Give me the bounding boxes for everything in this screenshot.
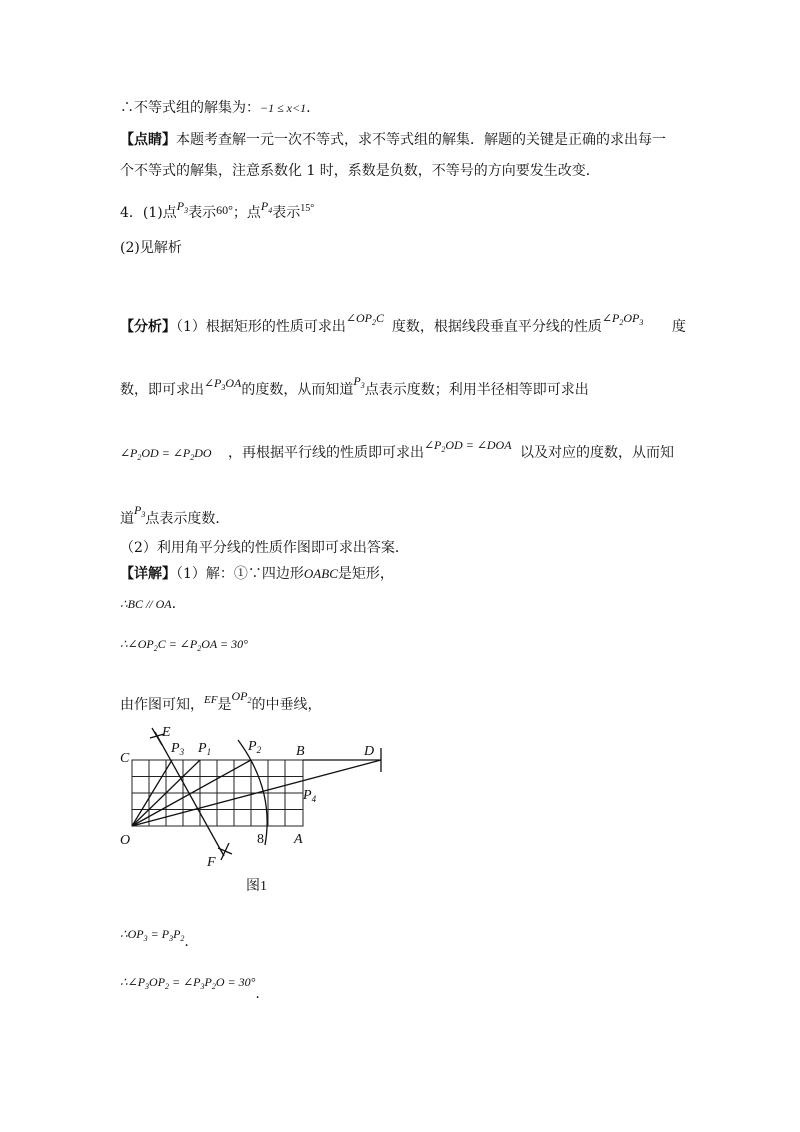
math-sub: 3 [169,934,174,943]
text: 道 [120,511,134,527]
math-shape: OABC [303,566,338,581]
math: OD = ∠P [141,446,191,460]
math: ∠P [120,446,138,460]
math-sub: 3 [200,982,205,991]
label-c: C [120,751,130,766]
math: ∠P [204,376,222,390]
math: ∠P [424,438,442,452]
figure-caption: 图1 [246,879,267,894]
detail-line-5 [120,924,189,952]
math-sub: 2 [165,982,170,991]
math-sub: 3 [639,318,644,327]
label-a: A [294,832,303,847]
math: ∠P [601,311,620,325]
text: 点表示度数． [145,511,230,527]
text: （2）利用角平分线的性质作图即可求出答案． [120,540,409,556]
math: = P [147,927,170,941]
math: OD = ∠DOA [445,438,512,452]
math: ∴OP [120,927,144,941]
math-point: P [353,374,361,388]
text: （1）解：①∵四边形 [176,566,304,582]
label-p1: $P_1$ [198,741,212,757]
math: OP [149,975,166,989]
math: DO [194,446,212,460]
math-point: P [260,199,269,213]
label-p2: $P_2$ [248,739,262,755]
label-d: D [364,744,375,759]
math-sub: 4 [268,206,273,215]
detail-line-2 [120,594,176,614]
math-sub: 3 [184,206,189,215]
analysis-line-4 [120,500,229,529]
math-sub: 3 [141,510,146,519]
geometry-figure [0,715,800,900]
math-sub: 2 [441,445,446,454]
comment-line [120,130,666,150]
text: . [306,100,311,116]
text: 是矩形， [337,566,394,582]
text: ，再根据平行线的性质即可求出 [228,445,424,461]
detail-line-4 [120,686,321,715]
math-sub: 2 [247,696,252,705]
math-point: P [176,199,185,213]
math: P [173,927,181,941]
text: 点表示度数；利用半径相等即可求出 [364,382,589,398]
label-o: O [120,833,131,848]
math-sub: 3 [360,381,365,390]
analysis-line-5 [120,538,409,558]
math-sub: 2 [619,318,624,327]
math: O = 30° [215,975,256,989]
math-sub: 2 [197,644,202,653]
math-point: P [134,503,142,517]
text: 数，即可求出 [120,382,204,398]
math-sub: 2 [371,318,376,327]
text: 个不等式的解集，注意系数化 1 时，系数是负数，不等号的方向要发生改变． [120,163,600,179]
math: ∴BC // OA [120,597,172,611]
math-inequality: −1 ≤ x<1 [260,101,307,115]
label-b: B [296,744,305,759]
detail-tag: 【详解】 [120,566,176,582]
text: 是 [217,697,232,713]
math-sub: 3 [221,383,226,392]
text: ∴不等式组的解集为： [120,100,260,116]
label-f: F [207,855,216,870]
detail-line-3 [120,634,248,659]
label-p3: $P_3$ [171,741,185,757]
text: 由作图可知， [120,697,204,713]
label-8: 8 [257,832,264,847]
text: （1）根据矩形的性质可求出 [176,319,346,335]
math-value: 15° [300,203,315,214]
text: 的中垂线， [251,697,322,713]
math: P [204,975,212,989]
label-e: E [162,725,171,740]
text: 本题考查解一元一次不等式，求不等式组的解集．解题的关键是正确的求出每一 [176,132,666,148]
answer-4-line [120,196,314,223]
text: 度数，根据线段垂直平分线的性质 [391,319,602,335]
text: 4．(1)点 [120,205,177,221]
math: OA = 30° [201,637,248,651]
math-sub: 3 [143,934,148,943]
math-sub: 2 [180,934,185,943]
math: = ∠P [169,975,201,989]
detail-line-1 [120,564,394,584]
text: ；点 [232,205,261,221]
text: 表示 [272,205,301,221]
detail-line-6 [120,972,260,1004]
math: ∴∠P [120,975,146,989]
math: OP [623,311,640,325]
text: . [184,934,189,950]
math: ∠OP [345,311,372,325]
text: 度 [671,319,686,335]
text: 以及对应的度数，从而知 [520,445,674,461]
math: OA [225,376,242,390]
math-value: 60° [216,203,233,217]
analysis-line-2 [120,371,589,400]
label-p4: $P_4$ [303,788,317,804]
text: . [171,596,177,612]
math: OP [231,689,248,703]
math-sub: 2 [211,982,216,991]
math: EF [204,694,218,706]
analysis-line-1 [120,308,686,337]
solution-set-line [120,98,311,118]
text: . [255,986,260,1002]
grid [132,760,303,826]
comment-tag: 【点睛】 [120,132,176,148]
analysis-line-3 [120,435,674,468]
analysis-tag: 【分析】 [120,319,176,335]
math-sub: 3 [145,982,150,991]
text: 表示 [188,205,217,221]
text: (2)见解析 [120,240,182,256]
comment-line-2 [120,161,600,181]
text: 的度数，从而知道 [241,382,354,398]
math: C [375,311,384,325]
answer-4-2-line [120,238,182,258]
math: C = ∠P [157,637,198,651]
math: ∴∠OP [120,637,154,651]
math-sub: 2 [190,453,195,462]
math-sub: 2 [137,453,142,462]
math-sub: 2 [153,644,158,653]
